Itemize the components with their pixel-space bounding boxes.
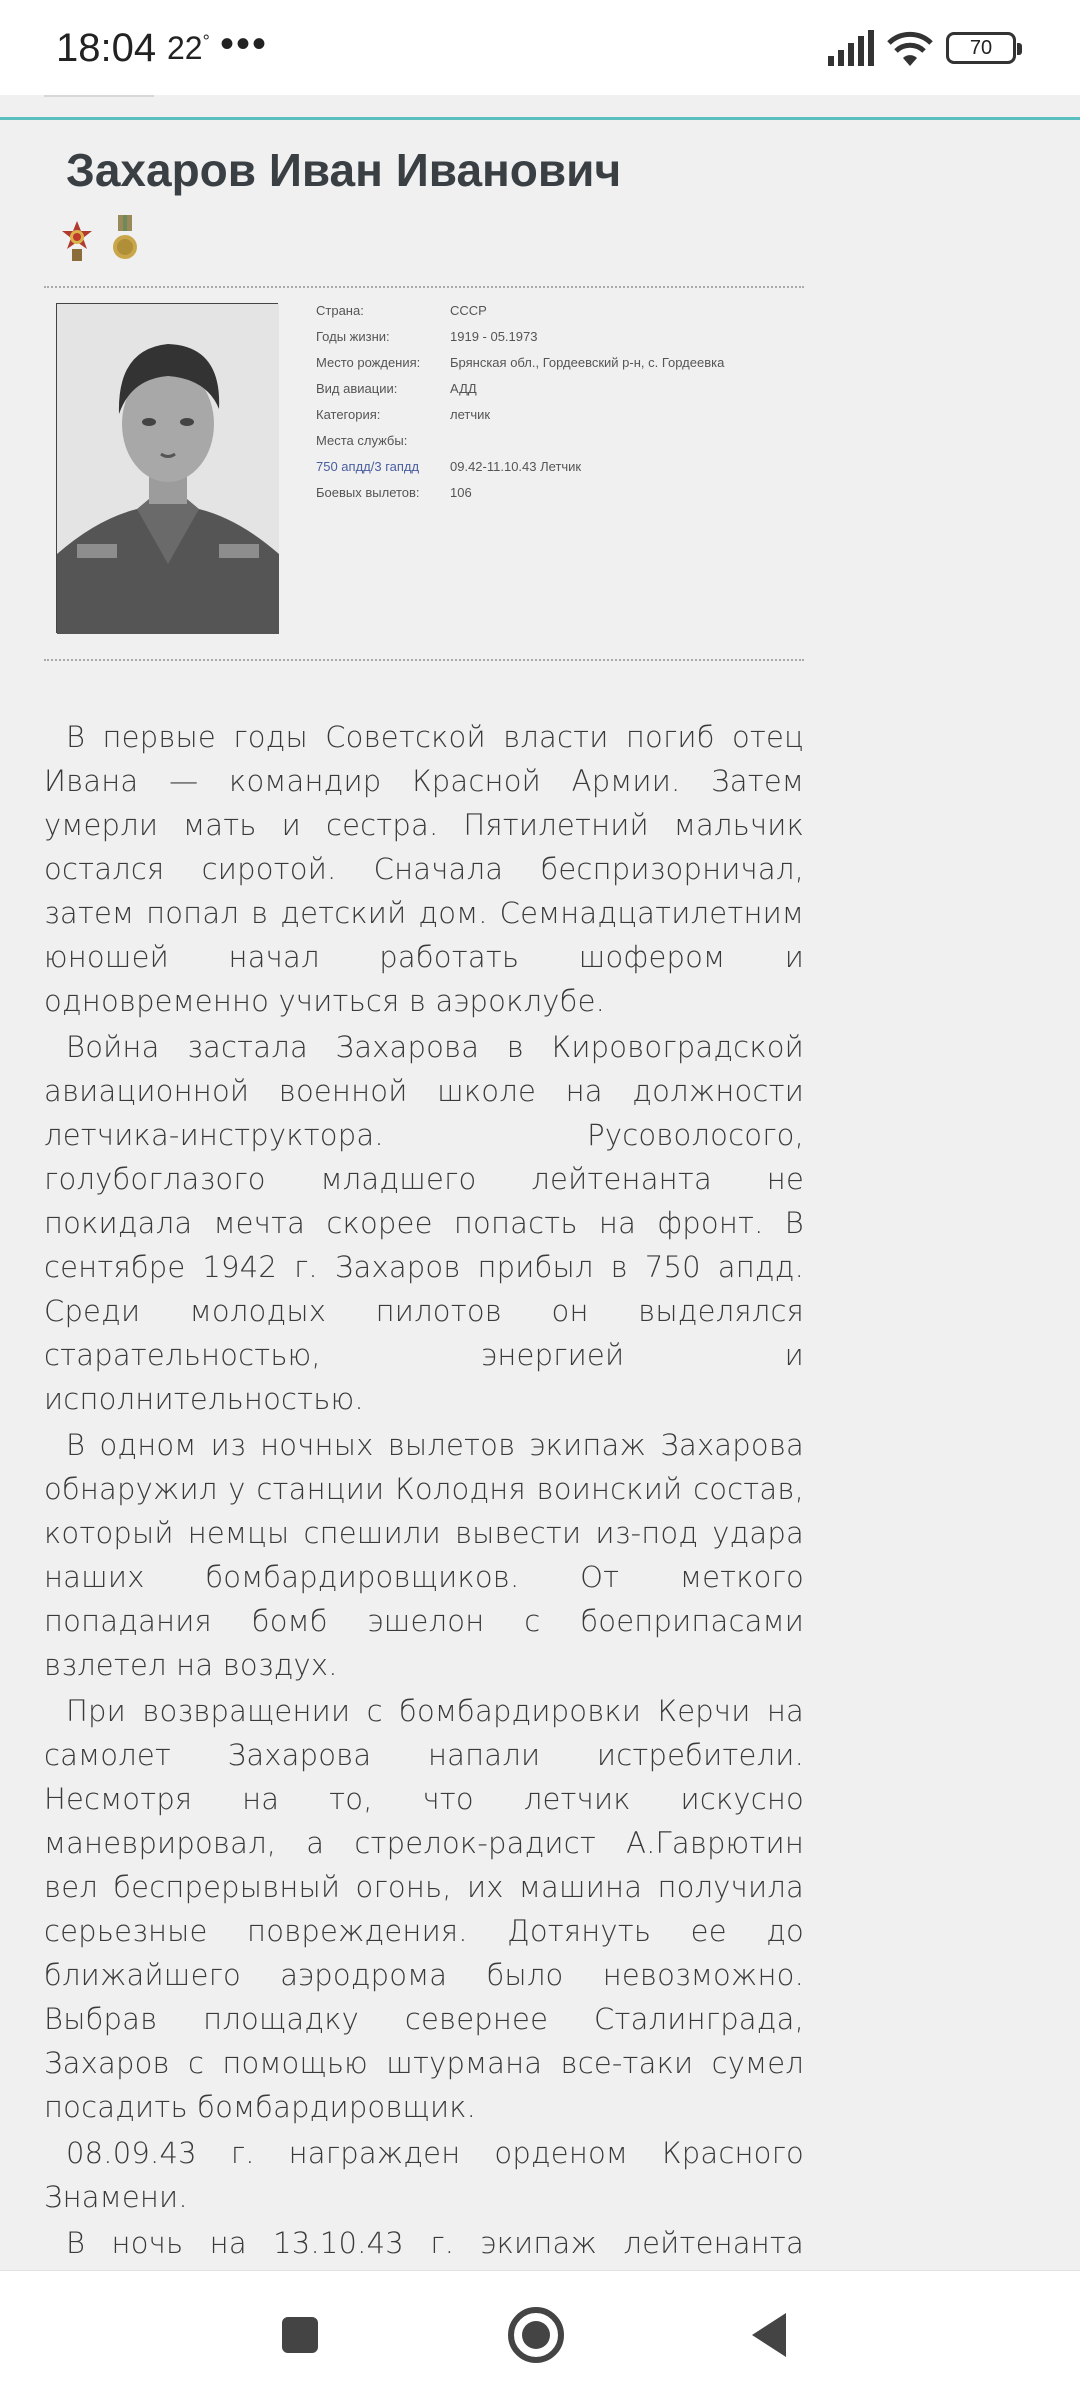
- battery-icon: [946, 32, 1016, 64]
- divider-top: [44, 286, 804, 288]
- portrait-photo[interactable]: [56, 303, 278, 633]
- info-row-sorties: [316, 485, 770, 511]
- portrait-image: [57, 304, 279, 634]
- info-value: 106: [450, 485, 472, 500]
- paragraph: Война застала Захарова в Кировоградской авиационной военной школе на должности летчика-инструктора. Русоволосого, голубоглазого младшего лейтенанта не покидала мечта скорее попасть на фронт. В сентябре 1942 г. Захаров прибыл в 750 апдд. Среди молодых пилотов он выделялся старательностью, энергией и исполнительностью.: [44, 1030, 804, 1416]
- info-label: Страна:: [316, 303, 364, 318]
- info-row-years: [316, 329, 770, 355]
- page-title: Захаров Иван Иванович: [66, 144, 622, 196]
- info-table: [316, 303, 770, 511]
- medal-icon[interactable]: [108, 215, 142, 265]
- biography-text: [44, 715, 804, 2355]
- info-label: Место рождения:: [316, 355, 421, 370]
- page-content[interactable]: [0, 95, 1080, 2270]
- info-label: Категория:: [316, 407, 381, 422]
- info-label: Годы жизни:: [316, 329, 390, 344]
- info-row-service: [316, 433, 770, 459]
- info-row-aviation-type: [316, 381, 770, 407]
- triangle-back-icon[interactable]: [740, 2303, 804, 2367]
- status-temperature: 22°: [167, 30, 210, 66]
- unit-link[interactable]: 750 апдд/3 гапдд: [316, 459, 420, 474]
- status-time: 18:04: [56, 26, 157, 70]
- info-value: СССР: [450, 303, 487, 318]
- wifi-icon: [886, 28, 934, 68]
- info-label: Боевых вылетов:: [316, 485, 420, 500]
- paragraph: В одном из ночных вылетов экипаж Захарова обнаружил у станции Колодня воинский состав, который немцы спешили вывести из-под удара наших бомбардировщиков. От меткого попадания бомб эшелон с боеприпасами взлетел на воздух.: [44, 1428, 804, 1682]
- info-value: [450, 433, 770, 459]
- info-label: Места службы:: [316, 433, 408, 448]
- paragraph: В ночь на 13.10.43 г. экипаж лейтенанта: [66, 2226, 804, 2260]
- info-row-category: [316, 407, 770, 433]
- info-value: Брянская обл., Гордеевский р-н, с. Гордеевка: [450, 355, 725, 370]
- info-value: 1919 - 05.1973: [450, 329, 538, 344]
- paragraph: При возвращении с бомбардировки Керчи на самолет Захарова напали истребители. Несмотря на то, что летчик искусно маневрировал, а стрелок-радист А.Гаврютин вел беспрерывный огонь, их машина получила серьезные повреждения. Дотянуть ее до ближайшего аэродрома было невозможно. Выбрав площадку севернее Сталинграда, Захаров с помощью штурмана все-таки сумел посадить бомбардировщик.: [44, 1694, 804, 2124]
- paragraph: В первые годы Советской власти погиб отец Ивана — командир Красной Армии. Затем умерли мать и сестра. Пятилетний мальчик остался сиротой. Сначала беспризорничал, затем попал в детский дом. Семнадцатилетним юношей начал работать шофером и одновременно учиться в аэроклубе.: [44, 720, 804, 1018]
- circle-home-icon[interactable]: [504, 2303, 568, 2367]
- more-notifications-icon: •••: [220, 22, 269, 66]
- medals-row: [60, 215, 142, 265]
- header-accent-line: [0, 117, 1080, 120]
- info-value: АДД: [450, 381, 477, 396]
- info-row-country: [316, 303, 770, 329]
- info-row-birthplace: [316, 355, 770, 381]
- info-value: летчик: [450, 407, 491, 422]
- signal-icon: [828, 30, 876, 66]
- info-label: Вид авиации:: [316, 381, 398, 396]
- status-bar: [0, 0, 1080, 95]
- battery-level: 70: [969, 37, 993, 59]
- square-recents-icon[interactable]: [268, 2303, 332, 2367]
- tab-underline: [44, 95, 154, 97]
- info-value: 09.42-11.10.43 Летчик: [450, 459, 582, 474]
- paragraph: 08.09.43 г. награжден орденом Красного Знамени.: [44, 2136, 804, 2214]
- order-red-banner-icon[interactable]: [60, 215, 94, 265]
- info-row-unit: [316, 459, 770, 485]
- divider-bottom: [44, 659, 804, 661]
- navigation-bar: [0, 2270, 1080, 2400]
